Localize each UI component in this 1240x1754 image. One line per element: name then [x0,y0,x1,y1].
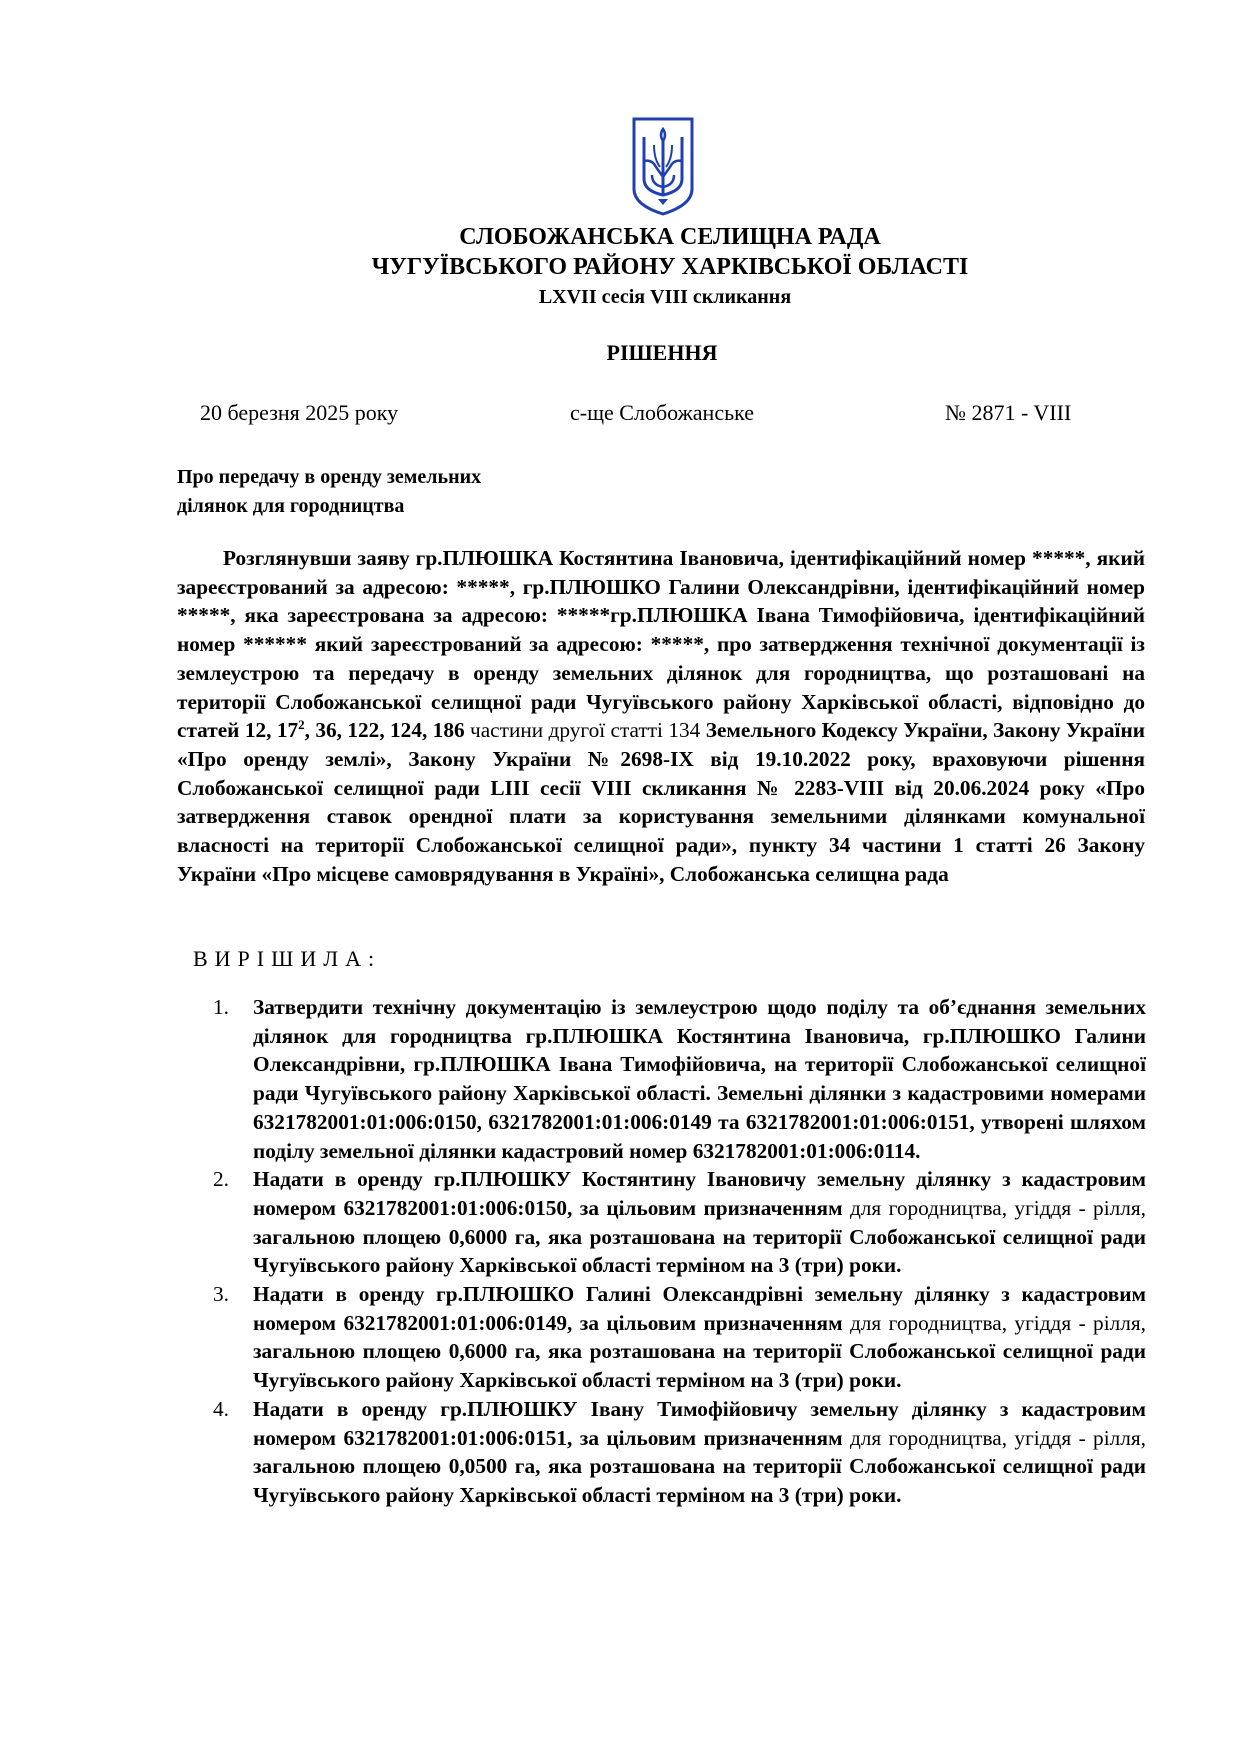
decision-number: № 2871 - VIII [945,400,1072,425]
item-text: Надати в оренду гр.ПЛЮШКУ Івану Тимофійовичу земельну ділянку з кадастровим номером 6321782001:01:006:0151, за цільовим призначенням [253,1396,1146,1450]
item-text: Затвердити технічну документацію із землеустрою щодо поділу та об’єднання земельних ділянок для городництва гр.ПЛЮШКА Костянтина Івановича, гр.ПЛЮШКО Галини Олександрівни, гр.ПЛЮШКА Івана Тимофійовича, на території Слобожанської селищної ради Чугуївського району Харківської області. Земельні ділянки з кадастровими номерами 6321782001:01:006:0150, 6321782001:01:006:0149 та 6321782001:01:006:0151, утворені шляхом поділу земельної ділянки кадастровий номер 6321782001:01:006:0114. [253,995,1146,1163]
item-text: Надати в оренду гр.ПЛЮШКУ Костянтину Івановичу земельну ділянку з кадастровим номером 6321782001:01:006:0150, за цільовим призначенням [253,1167,1146,1220]
decision-items [213,993,1146,1510]
council-header [0,222,1240,312]
decision-item [213,1395,1146,1510]
decision-item [213,1280,1146,1395]
preamble-text-normal: частини другої статті 134 [470,718,701,743]
item-number: 1. [213,995,229,1019]
item-number: 4. [213,1396,229,1421]
subject-line: ділянок для городництва [177,495,405,517]
trident-coat-of-arms-icon [630,115,696,217]
session-line: LXVII сесія VIII скликання [538,286,792,308]
document-title: РІШЕННЯ [606,340,718,365]
item-text: загальною площею 0,0500 га, яка розташована на території Слобожанської селищної ради Чугуївського району Харківської області терміном на 3 (три) роки. [253,1454,1146,1507]
item-number: 2. [213,1167,229,1192]
decision-date: 20 березня 2025 року [200,400,399,425]
item-text-normal: для городництва, угіддя - рілля, [842,1195,1146,1220]
item-text: загальною площею 0,6000 га, яка розташована на території Слобожанської селищної ради Чугуївського району Харківської області терміном на 3 (три) роки. [253,1224,1146,1278]
item-text: Надати в оренду гр.ПЛЮШКО Галині Олександрівні земельну ділянку з кадастровим номером 6321782001:01:006:0149, за цільовим призначенням [253,1282,1146,1335]
decision-subject [177,463,481,521]
decision-place: с-ще Слобожанське [570,400,755,425]
decision-item [213,1165,1146,1280]
preamble-text: Земельного Кодексу України, Закону України «Про оренду землі», Закону України №2698-IX від 19.10.2022 року, враховуючи рішення Слобожанської селищної ради LIII сесії VIII скликання № 2283-VIII від 20.06.2024 року «Про затвердження ставок орендної плати за користування земельними ділянками комунальної власності на території Слобожанської селищної ради», пункту 34 частини 1 статті 26 Закону України «Про місцеве самоврядування в Україні», Слобожанська селищна рада [177,718,1145,886]
decided-label: ВИРІШИЛА: [193,946,382,971]
district-name: ЧУГУЇВСЬКОГО РАЙОНУ ХАРКІВСЬКОЇ ОБЛАСТІ [371,254,969,280]
preamble-superscript: 2 [298,717,305,733]
item-text-normal: для городництва, угіддя - рілля, [842,1425,1146,1450]
preamble-text: , 36, 122, 124, 186 [304,718,465,743]
item-number: 3. [213,1282,229,1307]
preamble-text: Розглянувши заяву гр.ПЛЮШКА Костянтина Івановича, ідентифікаційний номер *****, який зареєстрований за адресою: *****, гр.ПЛЮШКО Галини Олександрівни, ідентифікаційний номер *****, яка зареєстрована за адресою: *****гр.ПЛЮШКА Івана Тимофійовича, ідентифікаційний номер ****** який зареєстрований за адресою: *****, про затвердження технічної документації із землеустрою та передачу в оренду земельних ділянок для городництва, що розташовані на території Слобожанської селищної ради Чугуївського району Харківської області, відповідно до статей 12, 17 [177,546,1145,743]
decision-item [213,993,1146,1165]
council-name: СЛОБОЖАНСЬКА СЕЛИЩНА РАДА [459,224,881,250]
item-text: загальною площею 0,6000 га, яка розташована на території Слобожанської селищної ради Чугуївського району Харківської області терміном на 3 (три) роки. [253,1339,1146,1393]
item-text-normal: для городництва, угіддя - рілля, [842,1310,1146,1335]
subject-line: Про передачу в оренду земельних [177,466,482,488]
preamble-paragraph [177,544,1145,888]
